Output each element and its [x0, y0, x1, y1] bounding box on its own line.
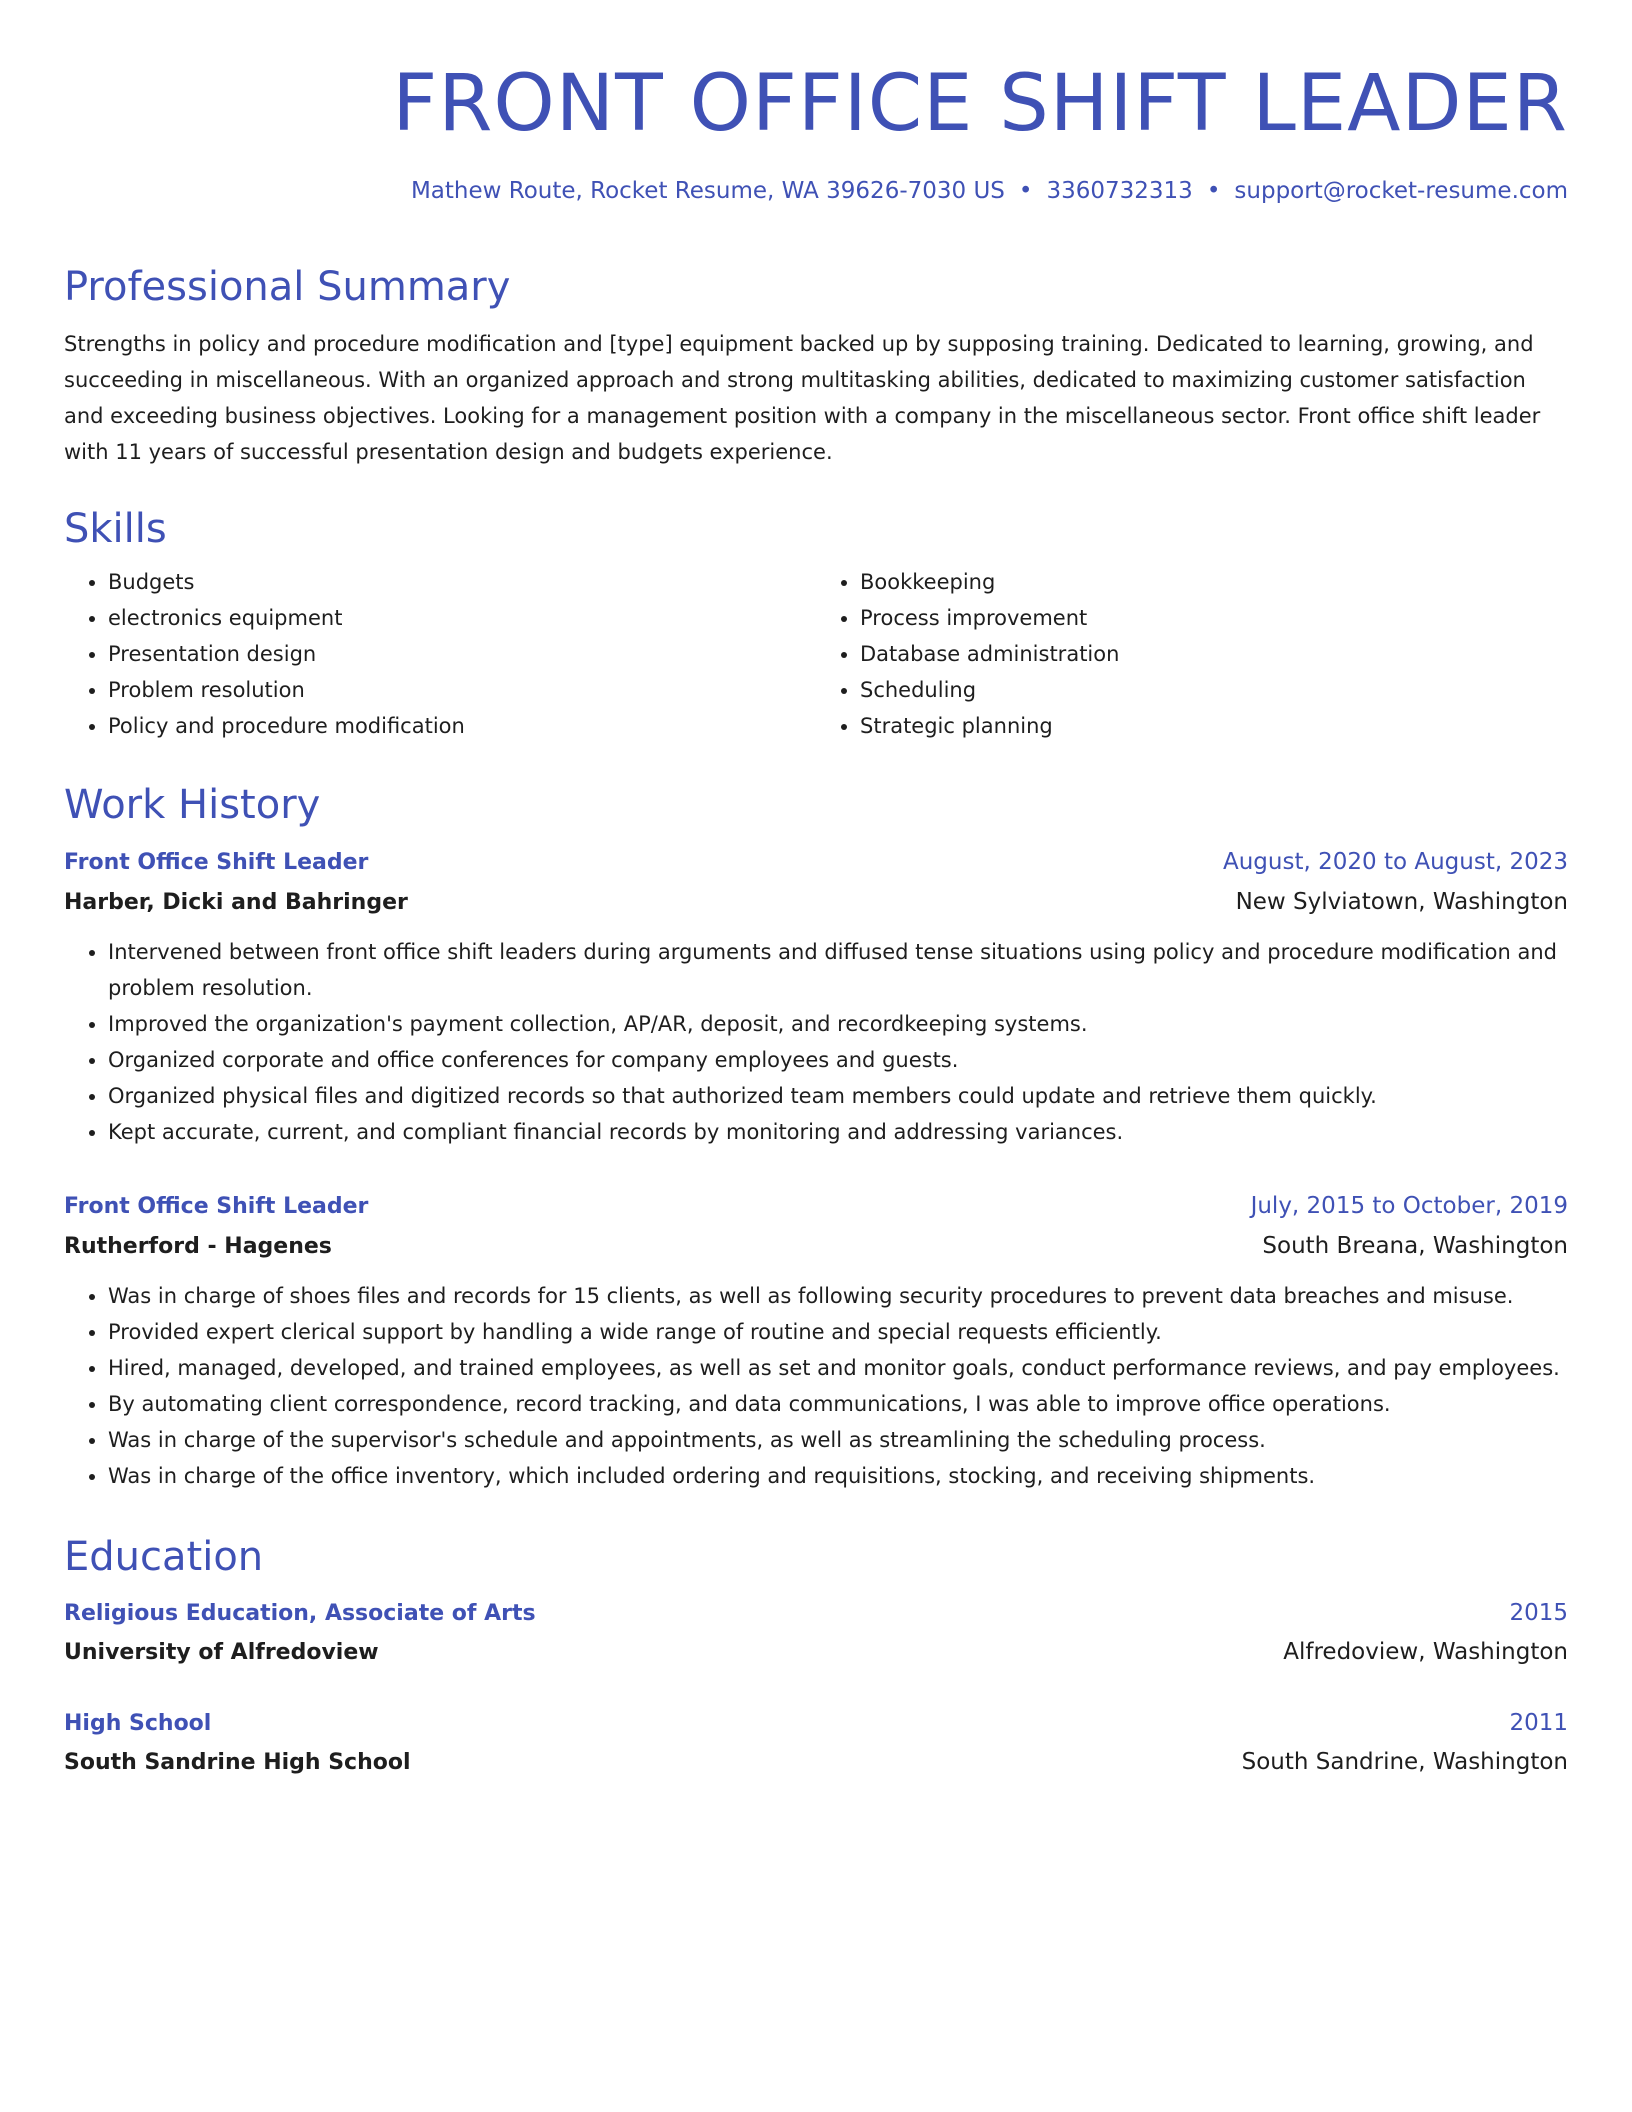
job-bullet: • Organized corporate and office conferences for company employees and guests. [108, 1042, 1568, 1078]
resume-header [64, 54, 1568, 154]
section-title-skills: Skills [64, 506, 167, 552]
contact-email[interactable]: support@rocket-resume.com [1234, 178, 1568, 204]
skill-item: • Scheduling [860, 672, 1568, 708]
job-location: New Sylviatown, Washington [1235, 889, 1568, 915]
job-bullet: • Was in charge of the supervisor's schedule and appointments, as well as streamlining the scheduling process. [108, 1422, 1568, 1458]
candidate-title: FRONT OFFICE SHIFT LEADER [392, 59, 1568, 149]
job-dates: August, 2020 to August, 2023 [1223, 849, 1568, 875]
skills-section [64, 504, 1568, 744]
job-bullet: • Hired, managed, developed, and trained employees, as well as set and monitor goals, conduct performance reviews, and pay employees. [108, 1350, 1568, 1386]
job-bullet: • Intervened between front office shift leaders during arguments and diffused tense situations using policy and procedure modification and problem resolution. [108, 934, 1568, 1006]
job-entry [64, 1186, 1568, 1494]
education-year: 2015 [1509, 1600, 1568, 1626]
contact-phone: 3360732313 [1046, 178, 1193, 204]
education-year: 2011 [1509, 1710, 1568, 1736]
education-header-row [64, 1704, 1568, 1743]
job-bullet: • By automating client correspondence, record tracking, and data communications, I was able to improve office operations. [108, 1386, 1568, 1422]
skills-list-right [816, 564, 1568, 744]
job-entry [64, 842, 1568, 1150]
education-degree: High School [64, 1711, 212, 1736]
job-header-row [64, 1186, 1568, 1227]
skill-item: • electronics equipment [108, 600, 816, 636]
section-title-work: Work History [64, 782, 321, 828]
education-header-row [64, 1594, 1568, 1633]
section-title-summary: Professional Summary [64, 264, 511, 310]
summary-text: Strengths in policy and procedure modification and [type] equipment backed up by supposing training. Dedicated to learning, growing, and succeeding in miscellaneous. With an organized approach and strong multitasking abilities, dedicated to maximizing customer satisfaction and exceeding business objectives. Looking for a management position with a company in the miscellaneous sector. Front office shift leader with 11 years of successful presentation design and budgets experience. [64, 332, 1541, 464]
job-bullets [64, 934, 1568, 1150]
education-entry [64, 1704, 1568, 1782]
skills-list-left [64, 564, 816, 744]
education-school-row [64, 1743, 1568, 1782]
education-location: Alfredoview, Washington [1283, 1639, 1568, 1665]
education-section [64, 1532, 1568, 1782]
job-location: South Breana, Washington [1262, 1233, 1568, 1259]
job-header-row [64, 842, 1568, 883]
contact-line [411, 178, 1568, 204]
section-title-education: Education [64, 1534, 264, 1580]
contact-separator: • [1018, 178, 1033, 204]
skill-item: • Budgets [108, 564, 816, 600]
work-history-section [64, 780, 1568, 1494]
job-bullet: • Provided expert clerical support by handling a wide range of routine and special requests efficiently. [108, 1314, 1568, 1350]
job-bullet: • Improved the organization's payment collection, AP/AR, deposit, and recordkeeping systems. [108, 1006, 1568, 1042]
job-dates: July, 2015 to October, 2019 [1250, 1193, 1568, 1219]
education-location: South Sandrine, Washington [1241, 1749, 1568, 1775]
education-school: South Sandrine High School [64, 1750, 411, 1775]
job-role: Front Office Shift Leader [64, 850, 369, 875]
skill-item: • Problem resolution [108, 672, 816, 708]
skill-item: • Bookkeeping [860, 564, 1568, 600]
job-bullet: • Was in charge of the office inventory, which included ordering and requisitions, stocking, and receiving shipments. [108, 1458, 1568, 1494]
skill-item: • Process improvement [860, 600, 1568, 636]
job-bullet: • Kept accurate, current, and compliant financial records by monitoring and addressing variances. [108, 1114, 1568, 1150]
skill-item: • Strategic planning [860, 708, 1568, 744]
education-school-row [64, 1633, 1568, 1672]
professional-summary-section [64, 262, 1568, 470]
job-company: Rutherford - Hagenes [64, 1234, 332, 1259]
education-school: University of Alfredoview [64, 1640, 379, 1665]
job-bullets [64, 1278, 1568, 1494]
contact-address: Mathew Route, Rocket Resume, WA 39626-7030 US [410, 178, 1005, 204]
skill-item: • Policy and procedure modification [108, 708, 816, 744]
education-entry [64, 1594, 1568, 1672]
education-degree: Religious Education, Associate of Arts [64, 1601, 536, 1626]
contact-separator: • [1206, 178, 1221, 204]
skills-columns [64, 564, 1568, 744]
skill-item: • Database administration [860, 636, 1568, 672]
job-company-row [64, 883, 1568, 922]
skill-item: • Presentation design [108, 636, 816, 672]
job-company: Harber, Dicki and Bahringer [64, 890, 408, 915]
job-bullet: • Was in charge of shoes files and records for 15 clients, as well as following security procedures to prevent data breaches and misuse. [108, 1278, 1568, 1314]
job-bullet: • Organized physical files and digitized records so that authorized team members could update and retrieve them quickly. [108, 1078, 1568, 1114]
job-role: Front Office Shift Leader [64, 1194, 369, 1219]
job-company-row [64, 1227, 1568, 1266]
